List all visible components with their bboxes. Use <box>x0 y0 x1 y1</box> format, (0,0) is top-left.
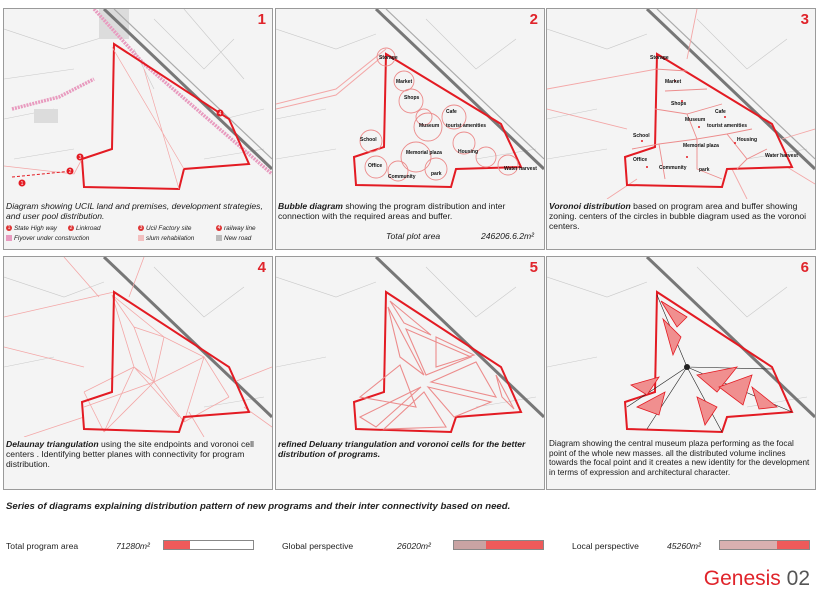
label-shops: Shops <box>671 101 687 107</box>
panel-1-caption <box>6 201 270 221</box>
panel-6-number: 6 <box>800 259 809 276</box>
stat-global-bar <box>453 540 544 550</box>
stat-total-value: 71280m² <box>116 541 150 551</box>
new-road-swatch-icon <box>216 235 222 241</box>
label-tourist: tourist amenities <box>446 123 487 129</box>
panel-5-map <box>276 257 544 437</box>
slum-swatch-icon <box>138 235 144 241</box>
legend-4-dot: 4 <box>217 225 221 232</box>
stat-local-bar <box>719 540 810 550</box>
stat-total-bar <box>163 540 254 550</box>
panel-3-map <box>547 9 815 199</box>
label-cafe: Cafe <box>446 109 457 115</box>
panel-1-legend <box>6 224 270 248</box>
stat-local-label: Local perspective <box>572 541 639 551</box>
label-park: park <box>431 171 442 177</box>
label-cafe: Cafe <box>715 109 726 115</box>
label-market: Market <box>665 79 682 85</box>
stat-total-label: Total program area <box>6 541 79 551</box>
label-school: School <box>360 137 377 143</box>
panel-3-caption <box>549 201 813 231</box>
panel-4-map <box>4 257 272 437</box>
stat-total-fill <box>164 541 190 549</box>
panel-2-caption-title: Bubble diagram <box>278 201 343 211</box>
label-community: Community <box>388 174 416 180</box>
legend-1-dot: 1 <box>7 225 11 232</box>
stat-global-value: 26020m² <box>397 541 431 551</box>
panel-2-caption-text: showing the program distribution and inter connection with the required areas and buffer. <box>278 201 506 221</box>
legend-state-highway: State High way <box>14 225 57 232</box>
panel-5 <box>275 256 545 490</box>
panel-2-total-value: 246206.6.2m² <box>481 231 535 241</box>
panel-5-caption <box>278 439 542 459</box>
panel-2-map <box>276 9 544 199</box>
panel-4-caption-text: using the site endpoints and voronoi cell centers . Identifying better planes with connectivity for program distribution. <box>6 439 254 469</box>
legend-2-dot: 2 <box>69 225 73 232</box>
label-school: School <box>633 133 650 139</box>
legend-3-dot: 3 <box>139 225 143 232</box>
marker-3-label: 3 <box>78 155 82 161</box>
legend-linkroad: Linkroad <box>76 225 101 232</box>
panel-4-caption <box>6 439 270 469</box>
label-shops: Shops <box>404 95 420 101</box>
label-park: park <box>699 167 710 173</box>
legend-flyover: Flyover under construction <box>14 235 90 242</box>
panel-3-number: 3 <box>800 11 809 28</box>
panel-1-map <box>4 9 272 199</box>
stat-global-label: Global perspective <box>282 541 354 551</box>
panel-4-number: 4 <box>257 259 266 276</box>
marker-2-label: 2 <box>68 169 72 175</box>
brand-title <box>704 567 810 591</box>
focal-point <box>684 364 690 370</box>
legend-ucil-site: Ucil Factory site <box>146 225 192 232</box>
panel-3-caption-text: based on program area and buffer showing zoning. centers of the circles in bubble diagram used as the voronoi centers. <box>549 201 807 231</box>
brand-name: Genesis <box>703 567 781 590</box>
label-memorial: Memorial plaza <box>406 150 442 156</box>
flyover-swatch-icon <box>6 235 12 241</box>
site-boundary <box>354 292 521 432</box>
panel-5-number: 5 <box>529 259 538 276</box>
legend-slum: slum rehabilation <box>146 235 195 242</box>
panel-4 <box>3 256 273 490</box>
label-market: Market <box>396 79 413 85</box>
stat-global-fill <box>454 541 486 549</box>
marker-4-label: 4 <box>218 111 222 117</box>
brand-number: 02 <box>786 567 810 590</box>
stat-local-value: 45260m² <box>667 541 701 551</box>
panel-1 <box>3 8 273 250</box>
label-office: Office <box>368 163 383 169</box>
panel-6-caption <box>549 439 813 477</box>
panel-6-map <box>547 257 815 437</box>
panel-2-total-label: Total plot area <box>386 231 441 241</box>
site-boundary <box>82 292 249 432</box>
label-storage: Storage <box>650 55 669 61</box>
panel-4-caption-title: Delaunay triangulation <box>6 439 99 449</box>
panel-3 <box>546 8 816 250</box>
label-storage: Storage <box>379 55 398 61</box>
label-museum: Museum <box>419 123 440 129</box>
panel-2 <box>275 8 545 250</box>
label-housing: Housing <box>737 137 757 143</box>
legend-new-road: New road <box>224 235 252 242</box>
panel-1-caption-text: Diagram showing UCIL land and premises, development strategies, and user pool distribution. <box>6 201 263 221</box>
panel-5-caption-title: refined Deluany triangulation and voronoi cells for the better distribution of programs. <box>278 439 526 459</box>
legend-railway: railway line <box>224 225 256 232</box>
marker-1-label: 1 <box>20 181 24 187</box>
series-title: Series of diagrams explaining distribution pattern of new programs and their inter connectivity based on need. <box>6 501 511 512</box>
panel-6 <box>546 256 816 490</box>
label-water: Water harvest <box>765 153 798 159</box>
label-housing: Housing <box>458 149 478 155</box>
panel-1-number: 1 <box>257 11 266 28</box>
label-tourist: tourist amenities <box>707 123 748 129</box>
panel-2-number: 2 <box>529 11 538 28</box>
label-memorial: Memorial plaza <box>683 143 719 149</box>
label-museum: Museum <box>685 117 706 123</box>
panel-6-caption-text: Diagram showing the central museum plaza performing as the focal point of the whole new masses. all the distributed volume inclines towards the focal point and it creates a new identity for the development in terms of expression and architectural character. <box>549 439 810 477</box>
label-office: Office <box>633 157 648 163</box>
label-community: Community <box>659 165 687 171</box>
panel-2-caption <box>278 201 542 221</box>
panel-3-caption-title: Voronoi distribution <box>549 201 631 211</box>
label-water: Water harvest <box>504 166 537 172</box>
stat-local-fill <box>720 541 777 549</box>
